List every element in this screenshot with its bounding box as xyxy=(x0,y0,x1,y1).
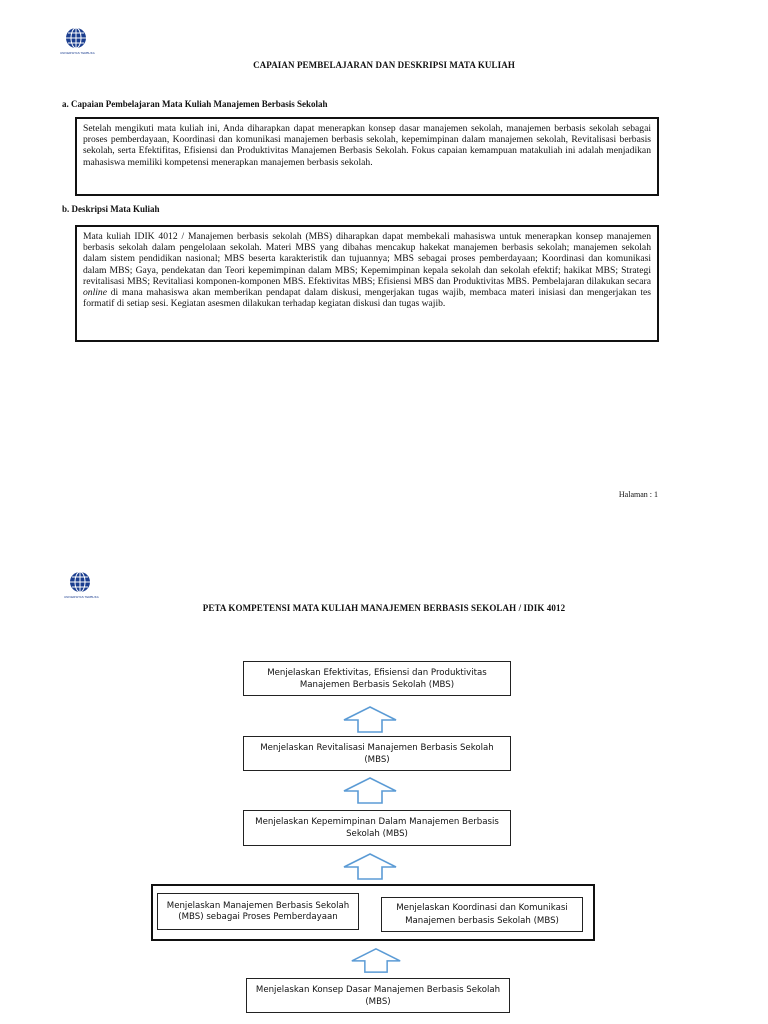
competency-label: Menjelaskan Kepemimpinan Dalam Manajemen Berbasis Sekolah (MBS) xyxy=(255,817,499,839)
competency-map-title: PETA KOMPETENSI MATA KULIAH MANAJEMEN BERBASIS SEKOLAH / IDIK 4012 xyxy=(202,603,566,613)
competency-box-basic-concept xyxy=(246,978,510,1013)
section-b-body-italic: online xyxy=(83,287,107,299)
section-b-body-part2: di mana mahasiswa akan memberikan pendapat dalam diskusi, mengerjakan tugas wajib, membaca materi inisiasi dan mengerjakan tes formatif di setiap sesi. Kegiatan asesmen dilakukan terhadap kegiatan diskusi dan tugas wajib. xyxy=(83,287,651,310)
competency-label: Menjelaskan Konsep Dasar Manajemen Berbasis Sekolah (MBS) xyxy=(255,984,501,1007)
logo-text-2: UNIVERSITAS TERBUKA xyxy=(64,595,99,599)
page-number: Halaman : 1 xyxy=(618,490,658,499)
up-arrow-icon xyxy=(348,947,404,973)
competency-box-empowerment xyxy=(157,893,359,930)
competency-label: Menjelaskan Efektivitas, Efisiensi dan Produktivitas Manajemen Berbasis Sekolah (MBS) xyxy=(267,667,487,690)
section-a-box xyxy=(75,117,659,196)
competency-box-effectiveness xyxy=(243,661,511,696)
logo-text: UNIVERSITAS TERBUKA xyxy=(60,51,95,55)
up-arrow-icon xyxy=(342,705,398,733)
competency-label: Menjelaskan Koordinasi dan Komunikasi Manajemen berbasis Sekolah (MBS) xyxy=(396,902,568,926)
up-arrow-icon xyxy=(342,852,398,880)
competency-box-revitalization xyxy=(243,736,511,771)
section-a-body: Setelah mengikuti mata kuliah ini, Anda diharapkan dapat menerapkan konsep dasar manajemen sekolah, manajemen berbasis sekolah sebagai proses pemberdayaan, Koordinasi dan komunikasi manajemen berbasis sekolah, kepemimpinan dalam manajemen sekolah, Revitalisasi berbasis sekolah, serta Efektifitas, Efisiensi dan Produktivitas Manajemen Berbasis Sekolah. Fokus capaian kemampuan matakuliah ini adalah menjadikan mahasiswa memiliki kompetensi menerapkan manajemen berbasis sekolah. xyxy=(83,123,651,168)
competency-label: Menjelaskan Revitalisasi Manajemen Berbasis Sekolah (MBS) xyxy=(260,742,494,765)
page-title: CAPAIAN PEMBELAJARAN DAN DESKRIPSI MATA KULIAH xyxy=(253,60,515,70)
section-b-heading: b. Deskripsi Mata Kuliah xyxy=(62,204,160,214)
section-b-box xyxy=(75,225,659,342)
competency-box-leadership xyxy=(243,810,511,846)
up-arrow-icon xyxy=(342,776,398,804)
section-a-heading: a. Capaian Pembelajaran Mata Kuliah Manajemen Berbasis Sekolah xyxy=(62,99,328,109)
competency-label: Menjelaskan Manajemen Berbasis Sekolah (MBS) sebagai Proses Pemberdayaan xyxy=(166,900,350,922)
competency-box-coordination xyxy=(381,897,583,932)
section-b-body-part1: Mata kuliah IDIK 4012 / Manajemen berbasis sekolah (MBS) diharapkan dapat membekali mahasiswa untuk menerapkan konsep manajemen berbasis sekolah dalam pengelolaan sekolah. Materi MBS yang dibahas mencakup hakekat manajemen berbasis sekolah; manajemen sekolah dalam sistem pendidikan nasional; MBS beserta karakteristik dan tujuannya; MBS sebagai proses pemberdayaan; Koordinasi dan komunikasi dalam MBS; Gaya, pendekatan dan Teori kepemimpinan dalam MBS; Kepemimpinan kepala sekolah dan sekolah efektif; hakikat MBS; Strategi revitalisasi MBS; Revitaliasi komponen-komponen MBS. Efektivitas MBS; Efisiensi MBS dan Produktivitas MBS. Pembelajaran dilakukan secara xyxy=(83,231,651,287)
